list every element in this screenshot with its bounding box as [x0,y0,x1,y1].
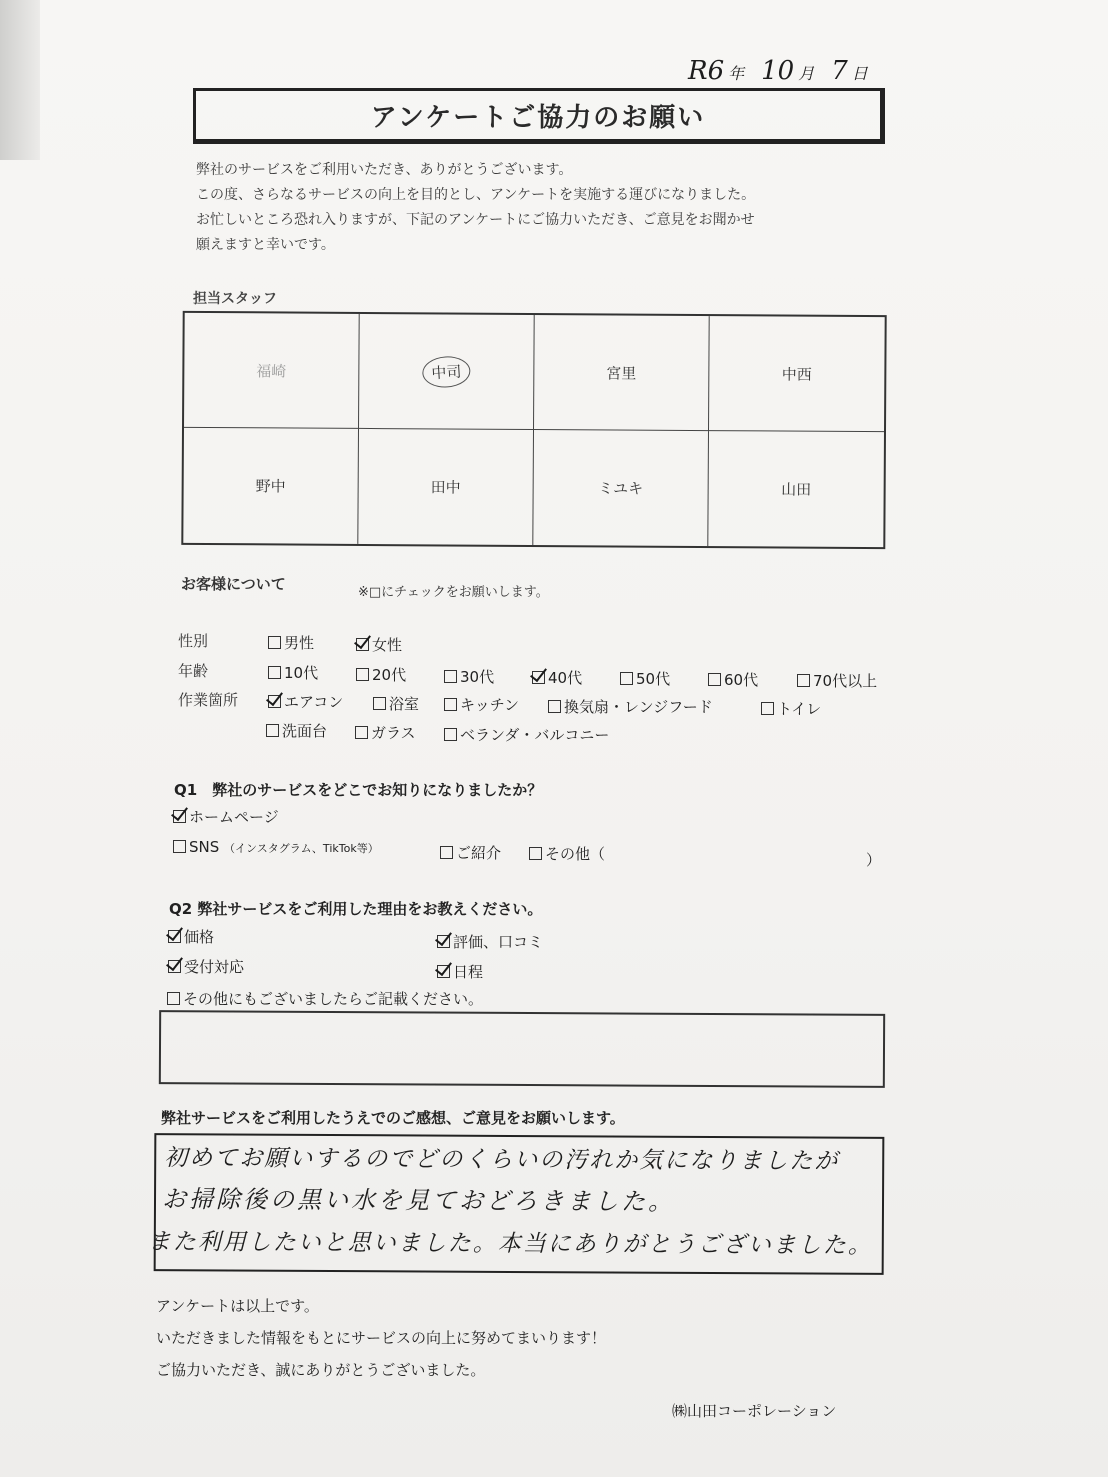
option-label: SNS [189,838,220,856]
option-label: トイレ [777,700,822,718]
area-kitchen-checkbox[interactable] [444,694,519,715]
staff-cell-tanaka[interactable] [358,429,534,545]
option-label: 受付対応 [184,958,245,976]
checkbox-box [355,726,368,739]
checkbox-box [167,992,180,1005]
option-label: その他（ [545,845,606,863]
staff-heading: 担当スタッフ [193,291,277,307]
age-20s-checkbox[interactable] [356,664,406,685]
q1-sns-checkbox[interactable] [173,838,379,856]
staff-name: ミユキ [598,479,644,498]
page-title: アンケートご協力のお願い [193,88,885,144]
option-label: ホームページ [189,808,279,826]
area-label: 作業箇所 [178,691,239,709]
checkbox-box [620,672,633,685]
paper-shadow-edge [0,0,40,160]
checkbox-box [529,847,542,860]
q1-other-checkbox[interactable] [529,843,605,864]
checkbox-box-checked [168,930,181,943]
age-40s-checkbox[interactable] [532,667,582,688]
option-label: 60代 [724,671,759,689]
staff-cell-nakatsuka[interactable] [359,314,535,430]
checkbox-box [356,668,369,681]
company-name: ㈱山田コーポレーション [672,1402,837,1420]
staff-cell-yamada[interactable] [708,431,884,547]
gender-label: 性別 [178,632,209,650]
option-label: 評価、口コミ [453,933,544,951]
option-label: ベランダ・バルコニー [460,726,610,744]
gender-male-checkbox[interactable] [268,632,314,653]
date-month-unit: 月 [798,64,815,83]
q2-reception-checkbox[interactable] [168,956,244,977]
option-label: その他にもございましたらご記載ください。 [183,990,484,1008]
handwritten-date [688,56,878,86]
option-label: 50代 [636,670,671,688]
closing-line: アンケートは以上です。 [156,1297,319,1315]
closing-line: ご協力いただき、誠にありがとうございました。 [156,1361,486,1379]
option-label: 浴室 [389,695,420,713]
feedback-line: お掃除後の黒い水を見ておどろきました。 [161,1185,676,1216]
staff-cell-nakanishi[interactable] [709,316,885,432]
q2-reviews-checkbox[interactable] [437,931,543,952]
option-label: 30代 [460,668,495,686]
intro-text [196,158,755,258]
checkbox-box [173,840,186,853]
age-30s-checkbox[interactable] [444,666,494,687]
area-bathroom-checkbox[interactable] [373,693,419,714]
checkbox-box [440,846,453,859]
checkbox-box-checked [168,960,181,973]
feedback-line: 初めてお願いするのでどのくらいの汚れか気になりましたが [164,1145,840,1175]
option-label: 洗面台 [282,722,328,740]
staff-cell-miyuki[interactable] [533,430,709,546]
date-month: 10 [761,56,795,86]
q1-referral-checkbox[interactable] [440,842,501,863]
customer-heading: お客様について [181,575,286,593]
intro-line: お忙しいところ恐れ入りますが、下記のアンケートにご協力いただき、ご意見をお聞かせ [196,212,755,228]
staff-name: 福崎 [256,361,287,380]
staff-name: 山田 [781,480,812,499]
q1-other-close-paren: ） [866,851,882,869]
closing-text [156,1290,606,1386]
option-label: 日程 [453,963,484,981]
feedback-textbox[interactable] [147,1133,885,1275]
checkbox-box-checked [437,965,450,978]
checkbox-box-checked [356,638,369,651]
option-label: 男性 [284,634,315,652]
area-glass-checkbox[interactable] [355,722,416,743]
q1-question: Q1 弊社のサービスをどこでお知りになりましたか？ [174,781,543,799]
feedback-line: また利用したいと思いました。本当にありがとうございました。 [147,1229,873,1259]
option-label: 40代 [548,669,583,687]
q1-homepage-checkbox[interactable] [173,806,279,827]
staff-cell-nonaka[interactable] [183,428,359,544]
date-year-unit: 年 [728,64,745,83]
age-70s-plus-checkbox[interactable] [797,670,877,691]
option-label: 価格 [184,928,215,946]
option-label: 20代 [372,666,407,684]
checkbox-box [761,702,774,715]
area-aircon-checkbox[interactable] [268,691,343,712]
checkbox-box-checked [268,695,281,708]
checkbox-box-checked [437,935,450,948]
q2-other-textbox[interactable] [159,1010,885,1088]
checkbox-box [444,670,457,683]
q2-schedule-checkbox[interactable] [437,961,483,982]
checkbox-box-checked [173,810,186,823]
sns-note: （インスタグラム、TikTok等） [224,842,379,855]
staff-cell-miyazato[interactable] [534,315,710,431]
gender-female-checkbox[interactable] [356,634,402,655]
checkbox-box [268,666,281,679]
checkbox-box-checked [532,671,545,684]
staff-cell-fukuzaki[interactable] [184,313,360,429]
date-era-year: R6 [688,56,725,86]
closing-line: いただきました情報をもとにサービスの向上に努めてまいります！ [156,1329,607,1347]
option-label: 70代以上 [813,672,878,690]
age-10s-checkbox[interactable] [268,662,318,683]
checkbox-box [548,700,561,713]
option-label: エアコン [284,693,344,711]
staff-name-circled: 中司 [421,354,471,388]
checkbox-box [708,673,721,686]
option-label: ご紹介 [456,844,502,862]
area-toilet-checkbox[interactable] [761,698,821,719]
checkbox-box [444,698,457,711]
feedback-heading: 弊社サービスをご利用したうえでのご感想、ご意見をお願いします。 [161,1109,625,1127]
checkbox-box [444,728,457,741]
option-label: 10代 [284,664,319,682]
q2-other-checkbox[interactable] [167,988,483,1009]
date-day: 7 [831,56,848,86]
staff-name: 中西 [781,365,812,384]
checkbox-box [797,674,810,687]
option-label: 女性 [372,636,403,654]
intro-line: 願えますと幸いです。 [196,237,335,253]
age-label: 年齢 [178,662,209,680]
age-50s-checkbox[interactable] [620,668,670,689]
intro-line: 弊社のサービスをご利用いただき、ありがとうございます。 [196,162,573,178]
q2-question: Q2 弊社サービスをご利用した理由をお教えください。 [169,900,543,918]
checkbox-box [373,697,386,710]
option-label: キッチン [460,696,519,714]
checkbox-box [268,636,281,649]
option-label: 換気扇・レンジフード [564,698,713,716]
age-60s-checkbox[interactable] [708,669,758,690]
area-balcony-checkbox[interactable] [444,724,609,745]
intro-line: この度、さらなるサービスの向上を目的とし、アンケートを実施する運びになりました。 [196,187,756,203]
check-note: ※□にチェックをお願いします。 [358,585,549,600]
area-washstand-checkbox[interactable] [266,720,327,741]
staff-table [181,311,886,549]
staff-name: 宮里 [606,363,637,383]
staff-name: 田中 [430,478,461,497]
staff-name: 野中 [255,477,286,496]
date-day-unit: 日 [851,64,868,83]
area-rangehood-checkbox[interactable] [548,696,713,717]
q2-price-checkbox[interactable] [168,926,214,947]
option-label: ガラス [371,724,416,742]
checkbox-box [266,724,279,737]
